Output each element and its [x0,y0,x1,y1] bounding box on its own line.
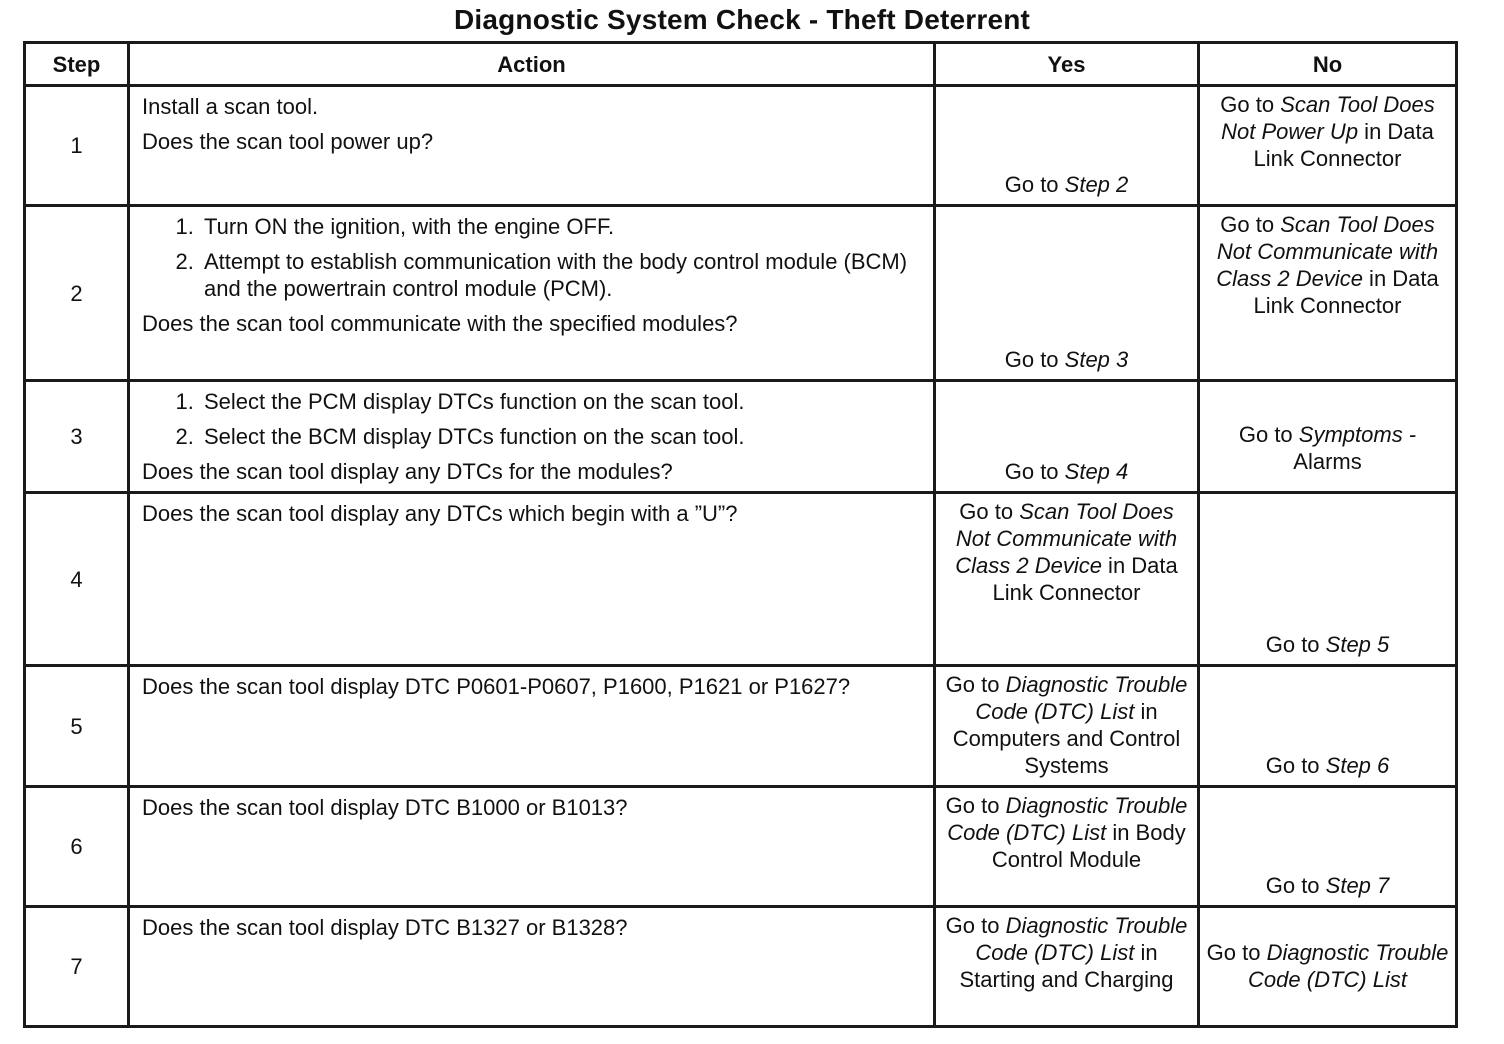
yes-link[interactable]: Scan Tool Does Not Communicate with Class 2 Device [955,499,1178,578]
table-row [25,381,1457,493]
column-header-yes: Yes [935,43,1199,86]
action-question: Does the scan tool display any DTCs which begin with a ”U”? [142,501,738,526]
no-cell [1199,86,1457,206]
column-header-action: Action [129,43,935,86]
action-cell [129,666,935,787]
no-cell [1199,206,1457,381]
table-row [25,493,1457,666]
no-prefix: Go to [1220,92,1281,117]
yes-suffix: in Data Link Connector [992,553,1178,605]
action-cell [129,493,935,666]
action-question: Does the scan tool display DTC B1000 or B1013? [142,795,628,820]
no-prefix: Go to [1265,753,1326,778]
yes-link[interactable]: Diagnostic Trouble Code (DTC) List [975,672,1188,724]
no-link[interactable]: Step 6 [1325,753,1390,778]
yes-prefix: Go to [959,499,1020,524]
no-link[interactable]: Scan Tool Does Not Communicate with Class 2 Device [1216,212,1439,291]
yes-link[interactable]: Step 4 [1064,459,1129,484]
action-cell [129,86,935,206]
no-cell [1199,907,1457,1027]
action-step-item: 1. Select the PCM display DTCs function on the scan tool. [200,388,923,415]
no-link[interactable]: Step 5 [1325,632,1390,657]
yes-cell [935,666,1199,787]
action-question: Does the scan tool display DTC B1327 or B1328? [142,915,628,940]
diagnostic-table [23,41,1458,1028]
table-row [25,907,1457,1027]
action-step-item: 2. Attempt to establish communication with the body control module (BCM) and the powertrain control module (PCM). [200,248,923,302]
step-number: 6 [25,787,129,907]
yes-prefix: Go to [945,913,1006,938]
table-header-row [25,43,1457,86]
step-number: 1 [25,86,129,206]
yes-cell [935,206,1199,381]
no-cell [1199,493,1457,666]
no-link[interactable]: Diagnostic Trouble Code (DTC) List [1248,939,1449,992]
yes-cell [935,493,1199,666]
no-prefix: Go to [1265,873,1326,898]
action-step-item: 2. Select the BCM display DTCs function on the scan tool. [200,423,923,450]
no-prefix: Go to [1238,421,1299,447]
table-row [25,206,1457,381]
no-prefix: Go to [1206,939,1267,965]
yes-link[interactable]: Diagnostic Trouble Code (DTC) List [975,913,1188,965]
table-row [25,86,1457,206]
action-question: Does the scan tool communicate with the specified modules? [142,311,738,336]
yes-cell [935,907,1199,1027]
yes-cell [935,787,1199,907]
no-link[interactable]: Scan Tool Does Not Power Up [1221,92,1435,144]
column-header-step: Step [25,43,129,86]
action-question: Does the scan tool display any DTCs for the modules? [142,459,673,484]
step-number: 4 [25,493,129,666]
yes-link[interactable]: Step 3 [1064,347,1129,372]
yes-prefix: Go to [945,672,1006,697]
action-cell [129,381,935,493]
yes-suffix: in Starting and Charging [959,940,1174,992]
table-row [25,787,1457,907]
yes-cell [935,381,1199,493]
yes-prefix: Go to [945,793,1006,818]
action-question: Does the scan tool power up? [142,129,434,154]
yes-prefix: Go to [1004,172,1065,197]
no-cell [1199,787,1457,907]
no-suffix: Alarms [1293,448,1362,474]
no-cell [1199,666,1457,787]
action-cell [129,907,935,1027]
action-cell [129,787,935,907]
table-row [25,666,1457,787]
yes-link[interactable]: Diagnostic Trouble Code (DTC) List [947,793,1188,845]
action-steps-list [142,213,923,302]
page-title: Diagnostic System Check - Theft Deterrent [453,4,1031,35]
no-prefix: Go to [1220,212,1281,237]
no-link[interactable]: Symptoms - [1298,421,1417,447]
no-suffix: in Data Link Connector [1253,266,1439,318]
no-suffix: in Data Link Connector [1253,119,1434,171]
action-instruction: Install a scan tool. [142,94,319,119]
no-cell [1199,381,1457,493]
action-steps-list [142,388,923,450]
action-cell [129,206,935,381]
column-header-no: No [1199,43,1457,86]
yes-suffix: in Body Control Module [991,820,1186,872]
step-number: 5 [25,666,129,787]
yes-link[interactable]: Step 2 [1064,172,1129,197]
no-link[interactable]: Step 7 [1325,873,1390,898]
step-number: 2 [25,206,129,381]
yes-prefix: Go to [1004,459,1065,484]
no-prefix: Go to [1265,632,1326,657]
action-step-item: 1. Turn ON the ignition, with the engine OFF. [200,213,923,240]
yes-cell [935,86,1199,206]
step-number: 7 [25,907,129,1027]
yes-suffix: in Computers and Control Systems [952,699,1181,778]
step-number: 3 [25,381,129,493]
action-question: Does the scan tool display DTC P0601-P0607, P1600, P1621 or P1627? [142,674,851,699]
yes-prefix: Go to [1004,347,1065,372]
